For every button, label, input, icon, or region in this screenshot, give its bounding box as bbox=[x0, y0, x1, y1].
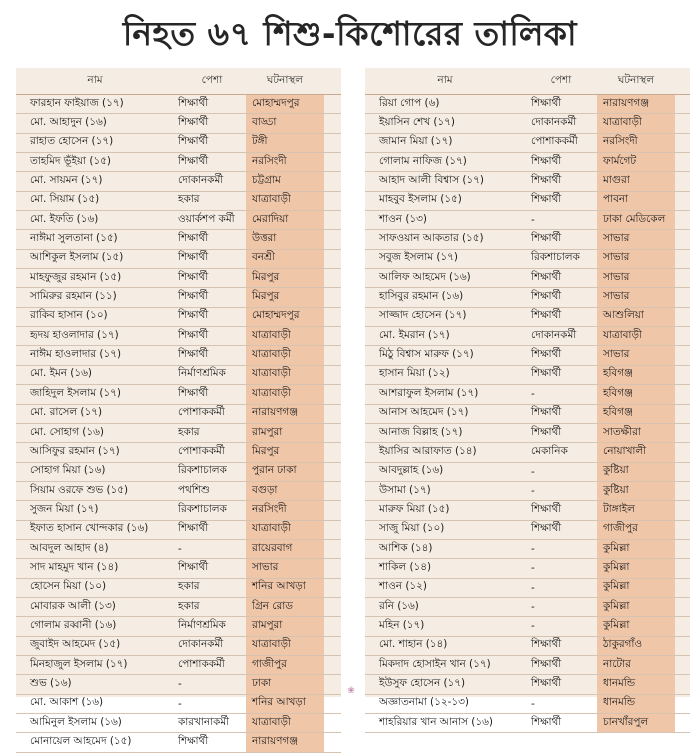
cell-place: যাত্রাবাড়ী bbox=[246, 346, 324, 364]
cell-name: উসামা (১৭) bbox=[379, 483, 431, 496]
cell-name: মো. আকাশ (১৬) bbox=[30, 696, 104, 709]
table-row bbox=[365, 327, 690, 346]
cell-place: যাত্রাবাড়ী bbox=[246, 192, 324, 210]
cell-job: - bbox=[531, 562, 535, 575]
left-rows bbox=[16, 95, 341, 753]
cell-job: শিক্ষার্থী bbox=[531, 154, 562, 167]
table-row bbox=[365, 559, 690, 578]
cell-job: রিকশাচালক bbox=[531, 251, 580, 264]
cell-job: শিক্ষার্থী bbox=[178, 328, 209, 341]
table-row bbox=[365, 675, 690, 694]
cell-job: কারখানাকর্মী bbox=[178, 715, 230, 728]
cell-place: নোয়াখালী bbox=[597, 443, 675, 461]
table-row bbox=[16, 250, 341, 269]
cell-place: ফার্মগেট bbox=[597, 153, 675, 171]
cell-job: শিক্ষার্থী bbox=[531, 367, 562, 380]
table-header bbox=[365, 68, 690, 95]
cell-job: - bbox=[531, 214, 535, 227]
cell-name: মো. রাসেল (১৭) bbox=[30, 406, 103, 419]
cell-place: হবিগঞ্জ bbox=[597, 405, 675, 423]
cell-name: অজ্ঞাতনামা (১২-১৩) bbox=[379, 696, 469, 709]
cell-place: নারায়ণগঞ্জ bbox=[246, 733, 324, 751]
table-row bbox=[16, 579, 341, 598]
cell-name: জাহিদুল ইসলাম (১৭) bbox=[30, 386, 121, 399]
cell-name: মো. শাহান (১৪) bbox=[379, 638, 448, 651]
table-row bbox=[365, 540, 690, 559]
table-row bbox=[365, 598, 690, 617]
cell-place: যাত্রাবাড়ী bbox=[246, 327, 324, 345]
table-row bbox=[365, 288, 690, 307]
cell-place: রায়েরবাগ bbox=[246, 540, 324, 558]
cell-name: মিকদাদ হোসাইন খান (১৭) bbox=[379, 657, 491, 670]
cell-place: যাত্রাবাড়ী bbox=[246, 521, 324, 539]
table-row bbox=[16, 114, 341, 133]
cell-name: মিঠু বিশ্বাস মারুফ (১৭) bbox=[379, 348, 474, 361]
cell-name: মোবারক আলী (১৩) bbox=[30, 599, 116, 612]
table-row bbox=[365, 617, 690, 636]
cell-job: শিক্ষার্থী bbox=[531, 232, 562, 245]
cell-name: ইউসুফ হোসেন (১৭) bbox=[379, 676, 466, 689]
cell-place: মোহাম্মদপুর bbox=[246, 308, 324, 326]
cell-job: শিক্ষার্থী bbox=[531, 193, 562, 206]
cell-job: নির্মাণশ্রমিক bbox=[178, 367, 226, 380]
cell-job: শিক্ষার্থী bbox=[531, 676, 562, 689]
cell-name: গোলাম রব্বানী (১৬) bbox=[30, 618, 117, 631]
cell-job: রিকশাচালক bbox=[178, 502, 227, 515]
cell-job: হকার bbox=[178, 425, 200, 438]
cell-place: পাবনা bbox=[597, 192, 675, 210]
cell-job: পোশাককর্মী bbox=[531, 135, 578, 148]
table-row bbox=[16, 714, 341, 733]
cell-place: পুরান ঢাকা bbox=[246, 463, 324, 481]
table-row bbox=[16, 443, 341, 462]
cell-place: মেরাদিয়া bbox=[246, 211, 324, 229]
cell-place: মিরপুর bbox=[246, 443, 324, 461]
cell-name: মোনায়েল আহমেদ (১৫) bbox=[30, 735, 132, 748]
table-row bbox=[365, 95, 690, 114]
cell-place: হবিগঞ্জ bbox=[597, 385, 675, 403]
cell-name: মিনহাজুল ইসলাম (১৭) bbox=[30, 657, 128, 670]
cell-job: - bbox=[178, 697, 182, 710]
cell-place: শনির আখড়া bbox=[246, 579, 324, 597]
cell-job: শিক্ষার্থী bbox=[531, 638, 562, 651]
cell-name: মো. ইমন (১৬) bbox=[30, 367, 92, 380]
cell-name: নাঈমা সুলতানা (১৫) bbox=[30, 232, 118, 245]
cell-name: ফারহান ফাইয়াজ (১৭) bbox=[30, 96, 124, 109]
cell-place: আশুলিয়া bbox=[597, 308, 675, 326]
cell-name: ইয়াসির আরাফাত (১৪) bbox=[379, 444, 477, 457]
table-row bbox=[16, 172, 341, 191]
cell-place: সাভার bbox=[597, 250, 675, 268]
cell-place: মিরপুর bbox=[246, 269, 324, 287]
cell-name: নাঈম হাওলাদার (১৭) bbox=[30, 348, 122, 361]
cell-job: পথশিশু bbox=[178, 483, 210, 496]
cell-name: সুজন মিয়া (১৭) bbox=[30, 502, 99, 515]
cell-name: সিয়াম ওরফে শুভ (১৫) bbox=[30, 483, 129, 496]
table-row bbox=[16, 230, 341, 249]
cell-place: নরসিংদী bbox=[246, 153, 324, 171]
cell-job: শিক্ষার্থী bbox=[178, 348, 209, 361]
cell-name: তাহমিদ ভূঁইয়া (১৫) bbox=[30, 154, 111, 167]
cell-job: নির্মাণশ্রমিক bbox=[178, 618, 226, 631]
cell-job: - bbox=[531, 601, 535, 614]
cell-name: শাকিল (১৪) bbox=[379, 560, 432, 573]
cell-place: বনশ্রী bbox=[246, 250, 324, 268]
cell-name: জুবাইদ আহমেদ (১৫) bbox=[30, 638, 121, 651]
cell-place: কুমিল্লা bbox=[597, 579, 675, 597]
cell-name: মাহবুব ইসলাম (১৫) bbox=[379, 193, 462, 206]
cell-name: আশিকুল ইসলাম (১৫) bbox=[30, 251, 124, 264]
table-row bbox=[365, 695, 690, 714]
table-row bbox=[365, 579, 690, 598]
cell-place: ঢাকা মেডিকেল bbox=[597, 211, 675, 229]
cell-job: শিক্ষার্থী bbox=[178, 522, 209, 535]
table-row bbox=[365, 637, 690, 656]
header-name: নাম bbox=[437, 73, 453, 86]
cell-job: - bbox=[531, 388, 535, 401]
table-row bbox=[16, 501, 341, 520]
cell-name: রাকিব হাসান (১০) bbox=[30, 309, 108, 322]
cell-place: হবিগঞ্জ bbox=[597, 366, 675, 384]
cell-place: নারায়ণগঞ্জ bbox=[246, 405, 324, 423]
cell-place: চট্টগ্রাম bbox=[246, 172, 324, 190]
cell-place: টঙ্গী bbox=[246, 134, 324, 152]
header-place: ঘটনাস্থল bbox=[266, 73, 304, 86]
cell-name: আশিক (১৪) bbox=[379, 541, 433, 554]
table-row bbox=[16, 656, 341, 675]
table-row bbox=[365, 114, 690, 133]
cell-job: - bbox=[531, 581, 535, 594]
cell-place: সাভার bbox=[597, 288, 675, 306]
cell-job: শিক্ষার্থী bbox=[531, 406, 562, 419]
cell-name: মো. ইফতি (১৬) bbox=[30, 212, 99, 225]
cell-job: - bbox=[531, 543, 535, 556]
table-row bbox=[16, 134, 341, 153]
cell-place: যাত্রাবাড়ী bbox=[246, 385, 324, 403]
cell-place: রামপুরা bbox=[246, 424, 324, 442]
table-row bbox=[16, 424, 341, 443]
cell-job: - bbox=[531, 620, 535, 633]
cell-name: রনি (১৬) bbox=[379, 599, 419, 612]
table-row bbox=[16, 95, 341, 114]
table-row bbox=[16, 637, 341, 656]
decorative-ornament-icon: ❀ bbox=[347, 686, 355, 696]
cell-place: শনির আখড়া bbox=[246, 695, 324, 713]
header-job: পেশা bbox=[201, 73, 223, 86]
cell-name: আহাদ আলী বিশ্বাস (১৭) bbox=[379, 174, 484, 187]
cell-job: শিক্ষার্থী bbox=[178, 735, 209, 748]
cell-name: সাফওয়ান আকতার (১৫) bbox=[379, 232, 484, 245]
table-row bbox=[365, 211, 690, 230]
table-row bbox=[365, 714, 690, 733]
cell-job: দোকানকর্মী bbox=[178, 638, 224, 651]
cell-job: - bbox=[531, 485, 535, 498]
cell-name: সবুজ ইসলাম (১৭) bbox=[379, 251, 458, 264]
table-row bbox=[365, 463, 690, 482]
table-row bbox=[16, 153, 341, 172]
cell-name: সাজু মিয়া (১০) bbox=[379, 522, 445, 535]
cell-place: ঠাকুরগাঁও bbox=[597, 637, 675, 655]
cell-name: সোহাগ মিয়া (১৬) bbox=[30, 464, 106, 477]
cell-job: শিক্ষার্থী bbox=[531, 270, 562, 283]
cell-name: হৃদয় হাওলাদার (১৭) bbox=[30, 328, 119, 341]
cell-place: নরসিংদী bbox=[246, 501, 324, 519]
cell-job: শিক্ষার্থী bbox=[178, 116, 209, 129]
cell-name: মাহফুজুর রহমান (১৫) bbox=[30, 270, 122, 283]
table-row bbox=[16, 598, 341, 617]
table-row bbox=[16, 540, 341, 559]
cell-job: ওয়ার্কশপ কর্মী bbox=[178, 212, 235, 225]
cell-place: কুষ্টিয়া bbox=[597, 482, 675, 500]
cell-place: কুমিল্লা bbox=[597, 559, 675, 577]
table-row bbox=[365, 308, 690, 327]
cell-job: শিক্ষার্থী bbox=[531, 174, 562, 187]
table-row bbox=[365, 405, 690, 424]
cell-job: - bbox=[531, 465, 535, 478]
table-row bbox=[365, 153, 690, 172]
cell-place: সাভার bbox=[597, 269, 675, 287]
cell-place: কুমিল্লা bbox=[597, 617, 675, 635]
cell-job: দোকানকর্মী bbox=[531, 328, 577, 341]
cell-job: পোশাককর্মী bbox=[178, 657, 225, 670]
cell-name: মহিন (১৭) bbox=[379, 618, 425, 631]
cell-job: শিক্ষার্থী bbox=[178, 154, 209, 167]
cell-job: হকার bbox=[178, 193, 200, 206]
cell-job: শিক্ষার্থী bbox=[178, 96, 209, 109]
table-row bbox=[365, 346, 690, 365]
cell-name: হাসান মিয়া (১২) bbox=[379, 367, 450, 380]
cell-name: মারুফ মিয়া (১৫) bbox=[379, 502, 450, 515]
cell-job: শিক্ষার্থী bbox=[531, 309, 562, 322]
cell-job: মেকানিক bbox=[531, 444, 568, 457]
cell-job: শিক্ষার্থী bbox=[531, 348, 562, 361]
cell-place: সাভার bbox=[597, 346, 675, 364]
table-row bbox=[365, 482, 690, 501]
table-row bbox=[365, 656, 690, 675]
cell-job: দোকানকর্মী bbox=[531, 116, 577, 129]
cell-name: মো. সিয়াম (১৫) bbox=[30, 193, 100, 206]
cell-place: বগুড়া bbox=[246, 482, 324, 500]
table-row bbox=[16, 559, 341, 578]
table-row bbox=[16, 211, 341, 230]
right-table bbox=[365, 68, 690, 728]
table-row bbox=[365, 366, 690, 385]
header-name: নাম bbox=[87, 73, 103, 86]
cell-name: আলিফ আহমেদ (১৬) bbox=[379, 270, 471, 283]
cell-name: আশরাফুল ইসলাম (১৭) bbox=[379, 386, 479, 399]
cell-place: কুমিল্লা bbox=[597, 540, 675, 558]
cell-name: আবদুল আহাদ (৪) bbox=[30, 541, 109, 554]
table-row bbox=[365, 134, 690, 153]
cell-name: সামিরুর রহমান (১১) bbox=[30, 290, 117, 303]
cell-job: শিক্ষার্থী bbox=[531, 657, 562, 670]
cell-name: ইফাত হাসান খোন্দকার (১৬) bbox=[30, 522, 149, 535]
cell-name: হোসেন মিয়া (১০) bbox=[30, 580, 107, 593]
cell-place: কুষ্টিয়া bbox=[597, 463, 675, 481]
table-row bbox=[16, 405, 341, 424]
table-row bbox=[16, 675, 341, 694]
table-row bbox=[365, 269, 690, 288]
cell-job: শিক্ষার্থী bbox=[178, 251, 209, 264]
cell-place: চানখাঁরপুল bbox=[597, 714, 675, 732]
cell-place: মাগুরা bbox=[597, 172, 675, 190]
table-row bbox=[16, 192, 341, 211]
cell-place: মোহাম্মদপুর bbox=[246, 95, 324, 113]
cell-job: শিক্ষার্থী bbox=[178, 290, 209, 303]
cell-job: - bbox=[178, 678, 182, 691]
cell-job: শিক্ষার্থী bbox=[531, 522, 562, 535]
cell-name: সাজ্জাদ হোসেন (১৭) bbox=[379, 309, 467, 322]
cell-name: রিয়া গোপ (৬) bbox=[379, 96, 440, 109]
table-row bbox=[16, 733, 341, 752]
cell-place: সাভার bbox=[597, 230, 675, 248]
table-header bbox=[16, 68, 341, 95]
cell-place: সাতক্ষীরা bbox=[597, 424, 675, 442]
cell-place: ধানমন্ডি bbox=[597, 695, 675, 713]
table-row bbox=[16, 308, 341, 327]
cell-place: নাটোর bbox=[597, 656, 675, 674]
cell-place: নারায়ণগঞ্জ bbox=[597, 95, 675, 113]
cell-job: শিক্ষার্থী bbox=[178, 309, 209, 322]
cell-job: শিক্ষার্থী bbox=[531, 502, 562, 515]
cell-job: শিক্ষার্থী bbox=[531, 290, 562, 303]
table-row bbox=[16, 695, 341, 714]
cell-place: উত্তরা bbox=[246, 230, 324, 248]
cell-name: জামান মিয়া (১৭) bbox=[379, 135, 453, 148]
cell-place: সাভার bbox=[246, 559, 324, 577]
cell-name: আনাজ বিল্লাহ (১৭) bbox=[379, 425, 463, 438]
table-row bbox=[365, 172, 690, 191]
table-row bbox=[16, 269, 341, 288]
cell-name: আনাস আহমেদ (১৭) bbox=[379, 406, 469, 419]
cell-name: মো. ইমরান (১৭) bbox=[379, 328, 450, 341]
cell-job: - bbox=[178, 543, 182, 556]
cell-place: যাত্রাবাড়ী bbox=[246, 366, 324, 384]
cell-job: পোশাককর্মী bbox=[178, 406, 225, 419]
cell-job: শিক্ষার্থী bbox=[178, 270, 209, 283]
cell-job: শিক্ষার্থী bbox=[178, 560, 209, 573]
table-row bbox=[16, 288, 341, 307]
cell-name: শুভ (১৬) bbox=[30, 676, 72, 689]
table-row bbox=[365, 501, 690, 520]
cell-place: ঢাকা bbox=[246, 675, 324, 693]
header-place: ঘটনাস্থল bbox=[617, 73, 655, 86]
table-row bbox=[365, 250, 690, 269]
cell-job: পোশাককর্মী bbox=[178, 444, 225, 457]
table-row bbox=[16, 463, 341, 482]
table-row bbox=[16, 617, 341, 636]
cell-name: মো. সোহাগ (১৬) bbox=[30, 425, 104, 438]
cell-job: হকার bbox=[178, 580, 200, 593]
cell-place: বাড্ডা bbox=[246, 114, 324, 132]
table-row bbox=[16, 482, 341, 501]
table-row bbox=[365, 521, 690, 540]
cell-job: শিক্ষার্থী bbox=[178, 232, 209, 245]
cell-name: শাওন (১৩) bbox=[379, 212, 427, 225]
cell-name: সাদ মাহমুদ খান (১৪) bbox=[30, 560, 119, 573]
table-row bbox=[365, 192, 690, 211]
cell-job: শিক্ষার্থী bbox=[531, 96, 562, 109]
table-row bbox=[16, 521, 341, 540]
table-row bbox=[365, 443, 690, 462]
cell-job: হকার bbox=[178, 599, 200, 612]
right-rows bbox=[365, 95, 690, 733]
cell-job: শিক্ষার্থী bbox=[531, 425, 562, 438]
table-row bbox=[365, 230, 690, 249]
cell-place: গাজীপুর bbox=[246, 656, 324, 674]
cell-job: শিক্ষার্থী bbox=[178, 386, 209, 399]
cell-name: গোলাম নাফিজ (১৭) bbox=[379, 154, 467, 167]
cell-job: দোকানকর্মী bbox=[178, 174, 224, 187]
cell-name: ইয়াসিন শেখ (১৭) bbox=[379, 116, 455, 129]
cell-name: মো. সায়মন (১৭) bbox=[30, 174, 103, 187]
cell-name: শাহরিয়ার খান আনাস (১৬) bbox=[379, 715, 493, 728]
cell-name: রাহাত হোসেন (১৭) bbox=[30, 135, 114, 148]
cell-job: - bbox=[531, 697, 535, 710]
cell-name: আসিফুর রহমান (১৭) bbox=[30, 444, 120, 457]
cell-place: যাত্রাবাড়ী bbox=[246, 714, 324, 732]
cell-place: যাত্রাবাড়ী bbox=[597, 327, 675, 345]
table-row bbox=[16, 366, 341, 385]
cell-job: শিক্ষার্থী bbox=[531, 715, 562, 728]
cell-place: যাত্রাবাড়ী bbox=[246, 637, 324, 655]
cell-place: রামপুরা bbox=[246, 617, 324, 635]
cell-name: হাসিবুর রহমান (১৬) bbox=[379, 290, 464, 303]
cell-place: কুমিল্লা bbox=[597, 598, 675, 616]
table-row bbox=[16, 327, 341, 346]
header-job: পেশা bbox=[550, 73, 572, 86]
cell-place: মিরপুর bbox=[246, 288, 324, 306]
table-row bbox=[16, 385, 341, 404]
cell-job: রিকশাচালক bbox=[178, 464, 227, 477]
left-table bbox=[16, 68, 341, 748]
page-title: নিহত ৬৭ শিশু-কিশোরের তালিকা bbox=[122, 14, 578, 53]
cell-place: গাজীপুর bbox=[597, 521, 675, 539]
table-row bbox=[16, 346, 341, 365]
cell-place: যাত্রাবাড়ী bbox=[597, 114, 675, 132]
cell-name: আমিনুল ইসলাম (১৬) bbox=[30, 715, 122, 728]
table-row bbox=[365, 385, 690, 404]
cell-job: শিক্ষার্থী bbox=[178, 135, 209, 148]
cell-place: টাঙ্গাইল bbox=[597, 501, 675, 519]
cell-name: মো. আহাদুন (১৬) bbox=[30, 116, 107, 129]
cell-name: শাওন (১২) bbox=[379, 580, 427, 593]
cell-name: আবদুল্লাহ (১৬) bbox=[379, 464, 444, 477]
cell-place: গ্রিন রোড bbox=[246, 598, 324, 616]
cell-place: নরসিংদী bbox=[597, 134, 675, 152]
table-row bbox=[365, 424, 690, 443]
cell-place: ধানমন্ডি bbox=[597, 675, 675, 693]
